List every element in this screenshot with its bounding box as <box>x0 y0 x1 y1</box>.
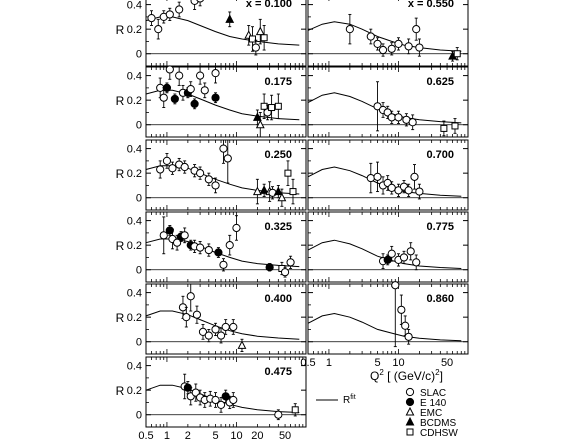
marker-slac <box>181 232 188 239</box>
x-tick-label: 5 <box>374 357 381 369</box>
marker-e140 <box>406 398 413 405</box>
marker-slac <box>187 293 194 300</box>
x-tick-label: 10 <box>392 357 405 369</box>
marker-slac <box>269 189 276 196</box>
panel <box>116 357 306 442</box>
y-axis-label: R <box>115 384 125 399</box>
marker-slac <box>193 311 200 318</box>
marker-cdhsw <box>290 189 296 195</box>
marker-slac <box>374 173 381 180</box>
marker-slac <box>220 261 227 268</box>
marker-slac <box>205 176 212 183</box>
y-tick-label: 0.4 <box>126 143 142 156</box>
marker-slac <box>217 401 224 408</box>
marker-slac <box>395 114 402 121</box>
legend-fit-label: $R^{fit}$ <box>343 394 356 406</box>
marker-slac <box>413 259 420 266</box>
panel <box>116 212 306 282</box>
panel-label: 0.700 <box>426 149 454 161</box>
marker-slac <box>407 248 414 255</box>
marker-slac <box>166 11 173 18</box>
marker-e140 <box>171 95 178 102</box>
marker-slac <box>197 170 204 177</box>
marker-slac <box>176 6 183 13</box>
y-tick-label: 0.2 <box>126 312 142 325</box>
y-tick-label: 0.2 <box>126 168 142 181</box>
marker-slac <box>212 70 219 77</box>
marker-slac <box>212 326 219 333</box>
panel <box>308 67 468 137</box>
y-axis-label: R <box>115 23 125 38</box>
legend-label: E 140 <box>420 398 447 409</box>
marker-slac <box>281 269 288 276</box>
fit-curve <box>146 17 299 45</box>
marker-slac <box>388 45 395 52</box>
marker-slac <box>160 232 167 239</box>
y-tick-label: 0.2 <box>126 24 142 37</box>
y-tick-label: 0.4 <box>126 360 142 373</box>
y-tick-label: 0 <box>135 409 142 422</box>
marker-slac <box>400 254 407 261</box>
marker-slac <box>220 145 227 152</box>
marker-cdhsw <box>249 36 255 42</box>
panel <box>308 140 468 210</box>
y-tick-label: 0.4 <box>126 0 142 12</box>
marker-slac <box>226 242 233 249</box>
marker-slac <box>197 244 204 251</box>
marker-slac <box>197 72 204 79</box>
marker-e140 <box>191 100 198 107</box>
marker-emc <box>257 28 264 35</box>
legend-label: BCDMS <box>420 418 457 429</box>
marker-slac <box>416 44 423 51</box>
marker-slac <box>205 246 212 253</box>
panel <box>308 0 468 66</box>
legend-label: SLAC <box>420 388 447 399</box>
legend <box>316 388 458 439</box>
marker-slac <box>212 182 219 189</box>
marker-cdhsw <box>292 407 298 413</box>
y-axis-label: R <box>115 167 125 182</box>
legend-label: EMC <box>420 408 443 419</box>
marker-slac <box>379 46 386 53</box>
panel <box>308 212 468 282</box>
marker-slac <box>230 396 237 403</box>
x-tick-label: 0.5 <box>138 430 154 442</box>
marker-slac <box>222 323 229 330</box>
panel-label: 0.175 <box>264 76 292 88</box>
marker-slac <box>181 163 188 170</box>
x-tick-label: 1 <box>325 357 332 369</box>
x-tick-label: 50 <box>440 357 454 369</box>
marker-cdhsw <box>261 103 267 109</box>
marker-cdhsw <box>275 103 281 109</box>
y-tick-label: 0 <box>135 192 142 205</box>
panel-label: 0.400 <box>264 293 292 305</box>
marker-slac <box>217 332 224 339</box>
marker-e140 <box>215 249 222 256</box>
panel <box>116 284 306 354</box>
y-tick-label: 0.4 <box>126 215 142 228</box>
marker-cdhsw <box>454 51 460 57</box>
marker-slac <box>148 15 155 22</box>
marker-cdhsw <box>285 170 291 176</box>
marker-cdhsw <box>269 105 275 111</box>
marker-slac <box>166 66 173 73</box>
panel-label: x = 0.100 <box>245 0 292 10</box>
y-tick-label: 0 <box>135 48 142 61</box>
x-tick-label: 20 <box>251 430 264 442</box>
panel <box>116 66 306 137</box>
marker-slac <box>411 173 418 180</box>
marker-e140 <box>212 94 219 101</box>
panel <box>116 0 306 66</box>
marker-slac <box>398 306 405 313</box>
marker-slac <box>388 114 395 121</box>
marker-slac <box>233 224 240 231</box>
fit-curve <box>308 314 461 341</box>
marker-e140 <box>266 264 273 271</box>
marker-cdhsw <box>407 429 413 435</box>
panel <box>116 140 306 210</box>
marker-slac <box>275 411 282 418</box>
marker-slac <box>405 333 412 340</box>
marker-emc <box>406 408 413 415</box>
marker-bcdms <box>226 15 233 22</box>
marker-slac <box>230 323 237 330</box>
marker-slac <box>405 187 412 194</box>
x-tick-label: 0.5 <box>300 357 316 369</box>
legend-label: CDHSW <box>420 428 458 439</box>
y-tick-label: 0.4 <box>126 70 142 83</box>
panel-label: 0.325 <box>264 221 292 233</box>
marker-slac <box>155 26 162 33</box>
panel-label: 0.775 <box>426 221 454 233</box>
panel-label: 0.250 <box>264 149 292 161</box>
x-axis-label: $Q^2$ [ $(GeV/c)^2$] <box>370 368 443 383</box>
marker-slac <box>413 26 420 33</box>
marker-slac <box>187 86 194 93</box>
x-tick-label: 1 <box>163 430 170 442</box>
y-tick-label: 0.2 <box>126 385 142 398</box>
marker-slac <box>157 166 164 173</box>
y-axis-label: R <box>115 94 125 109</box>
marker-slac <box>201 87 208 94</box>
marker-cdhsw <box>441 125 447 131</box>
marker-slac <box>405 43 412 50</box>
x-tick-label: 5 <box>212 430 219 442</box>
x-tick-label: 10 <box>230 430 243 442</box>
marker-slac <box>402 322 409 329</box>
marker-slac <box>374 40 381 47</box>
panel-label: 0.625 <box>426 76 454 88</box>
panel <box>308 282 468 354</box>
panel-label: 0.475 <box>264 366 292 378</box>
marker-slac <box>252 44 259 51</box>
marker-slac <box>205 332 212 339</box>
marker-slac <box>346 26 353 33</box>
x-tick-label: 2 <box>184 430 191 442</box>
panel-label: x = 0.550 <box>407 0 454 10</box>
marker-cdhsw <box>452 123 458 129</box>
marker-slac <box>287 259 294 266</box>
y-tick-label: 0.2 <box>126 240 142 253</box>
y-tick-label: 0 <box>135 336 142 349</box>
y-axis-label: R <box>115 311 125 326</box>
marker-slac <box>163 157 170 164</box>
marker-slac <box>392 282 399 289</box>
marker-slac <box>224 155 231 162</box>
marker-slac <box>388 250 395 257</box>
y-tick-label: 0.2 <box>126 95 142 108</box>
marker-slac <box>183 314 190 321</box>
marker-emc <box>238 341 245 348</box>
marker-bcdms <box>406 418 413 425</box>
marker-slac <box>176 72 183 79</box>
y-axis-label: R <box>115 239 125 254</box>
marker-slac <box>160 94 167 101</box>
y-tick-label: 0 <box>135 119 142 132</box>
panel-label: 0.860 <box>426 293 454 305</box>
marker-cdhsw <box>261 35 267 41</box>
y-tick-label: 0.4 <box>126 287 142 300</box>
marker-slac <box>395 40 402 47</box>
marker-e140 <box>163 84 170 91</box>
marker-slac <box>367 174 374 181</box>
marker-slac <box>409 119 416 126</box>
marker-slac <box>388 184 395 191</box>
marker-slac <box>416 188 423 195</box>
marker-slac <box>367 33 374 40</box>
marker-slac <box>169 165 176 172</box>
x-tick-label: 50 <box>278 430 292 442</box>
y-tick-label: 0 <box>135 264 142 277</box>
marker-slac <box>406 388 413 395</box>
